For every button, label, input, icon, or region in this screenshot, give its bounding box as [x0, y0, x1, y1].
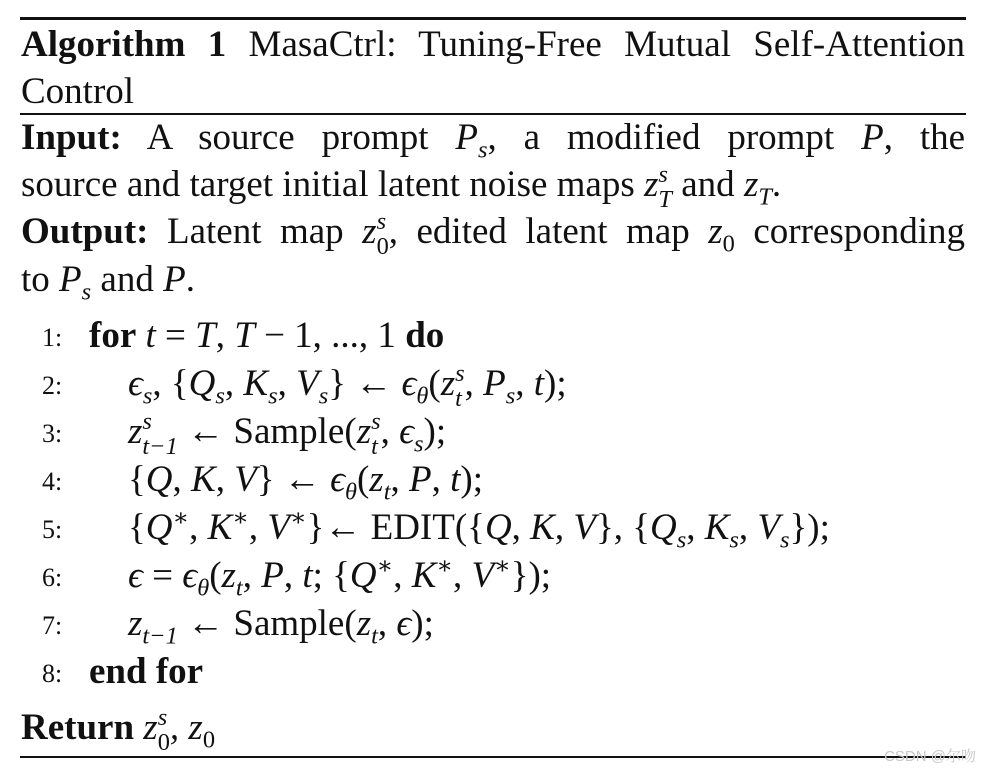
math-return: z s 0 , $z_0$ — [143, 704, 216, 756]
return-label: Return — [21, 707, 135, 748]
math-zsT: z s T — [644, 161, 672, 213]
input-line2: source and target initial latent noise maps z s T and $z_T$. — [21, 161, 782, 213]
bottom-rule — [20, 756, 966, 758]
output-text-3: corresponding — [753, 211, 966, 252]
output-text-2: , edited latent map — [388, 211, 690, 252]
watermark: CSDN @尔吻 — [884, 748, 976, 765]
step-5: {Q∗, K∗, V∗}← EDIT({Q, K, V}, {$Q_s$, $K_s$, $V_s$}); — [128, 504, 830, 554]
algorithm-title-cont: Control — [21, 71, 135, 112]
output-line1 — [21, 208, 965, 259]
keyword-end-for: end for — [89, 651, 204, 692]
input-line1 — [21, 114, 966, 164]
math-P-2: P — [163, 259, 186, 300]
func-sample-2: Sample — [233, 603, 345, 644]
math-Ps: $P_s$ — [455, 117, 488, 164]
line-number: 4: — [42, 467, 63, 496]
step-2: $\epsilon_s$, {$Q_s$, $K_s$, $V_s$} ← $\epsilon_\theta(z$ s t , $P_s$, t); — [128, 360, 567, 412]
output-text-1: Latent map — [166, 211, 344, 252]
line-number: 2: — [42, 371, 63, 400]
algorithm-title-line2 — [21, 68, 965, 115]
line-number: 3: — [42, 419, 63, 448]
input-text-4: source and target initial latent noise maps — [21, 164, 635, 205]
return-line — [21, 704, 965, 755]
step-3: z s t−1 ← Sample(z s t , $\epsilon_s$); — [128, 408, 447, 460]
step-7: $z_{t-1}$ ← $Sample(z_t$, ϵ); — [128, 603, 434, 650]
step-8 — [89, 648, 203, 695]
line-number: 5: — [42, 515, 63, 544]
math-P: P — [861, 117, 884, 158]
math-z0: $z_0$ — [708, 211, 735, 258]
output-label: Output: — [21, 211, 149, 252]
output-text-5: and — [100, 259, 154, 300]
math-zT: $z_T$ — [743, 164, 772, 211]
input-label: Input: — [21, 117, 122, 158]
math-Ps-2: $P_s$ — [59, 259, 92, 306]
keyword-for: for — [89, 315, 137, 356]
input-text-2: , a modified prompt — [487, 117, 835, 158]
input-text-1: A source prompt — [146, 117, 429, 158]
algorithm-label: Algorithm 1 — [21, 24, 227, 65]
line-number: 6: — [42, 563, 63, 592]
line-number: 8: — [42, 659, 63, 688]
input-text-3: , the — [883, 117, 966, 158]
algorithm-title: MasaCtrl: Tuning-Free Mutual Self-Attention — [248, 24, 965, 65]
line-number: 7: — [42, 611, 63, 640]
math-zs0: z s 0 — [362, 208, 389, 260]
output-line2: to $P_s$ and P. — [21, 259, 195, 306]
step-6: $\epsilon = \epsilon_\theta(z_t$, P, t; {Q∗, K∗, V∗}); — [128, 552, 552, 602]
top-rule — [20, 17, 966, 20]
step-1: for t = T, T − 1, ..., 1 do — [89, 315, 445, 356]
func-edit: EDIT — [370, 507, 455, 548]
input-text-5: and — [681, 164, 735, 205]
algorithm-title-line1 — [21, 21, 965, 68]
step-4: {Q, K, V} ← $\epsilon_\theta(z_t$, P, t); — [128, 459, 483, 506]
func-sample: Sample — [233, 411, 345, 452]
keyword-do: do — [405, 315, 445, 356]
output-text-4: to — [21, 259, 50, 300]
line-number: 1: — [42, 323, 63, 352]
